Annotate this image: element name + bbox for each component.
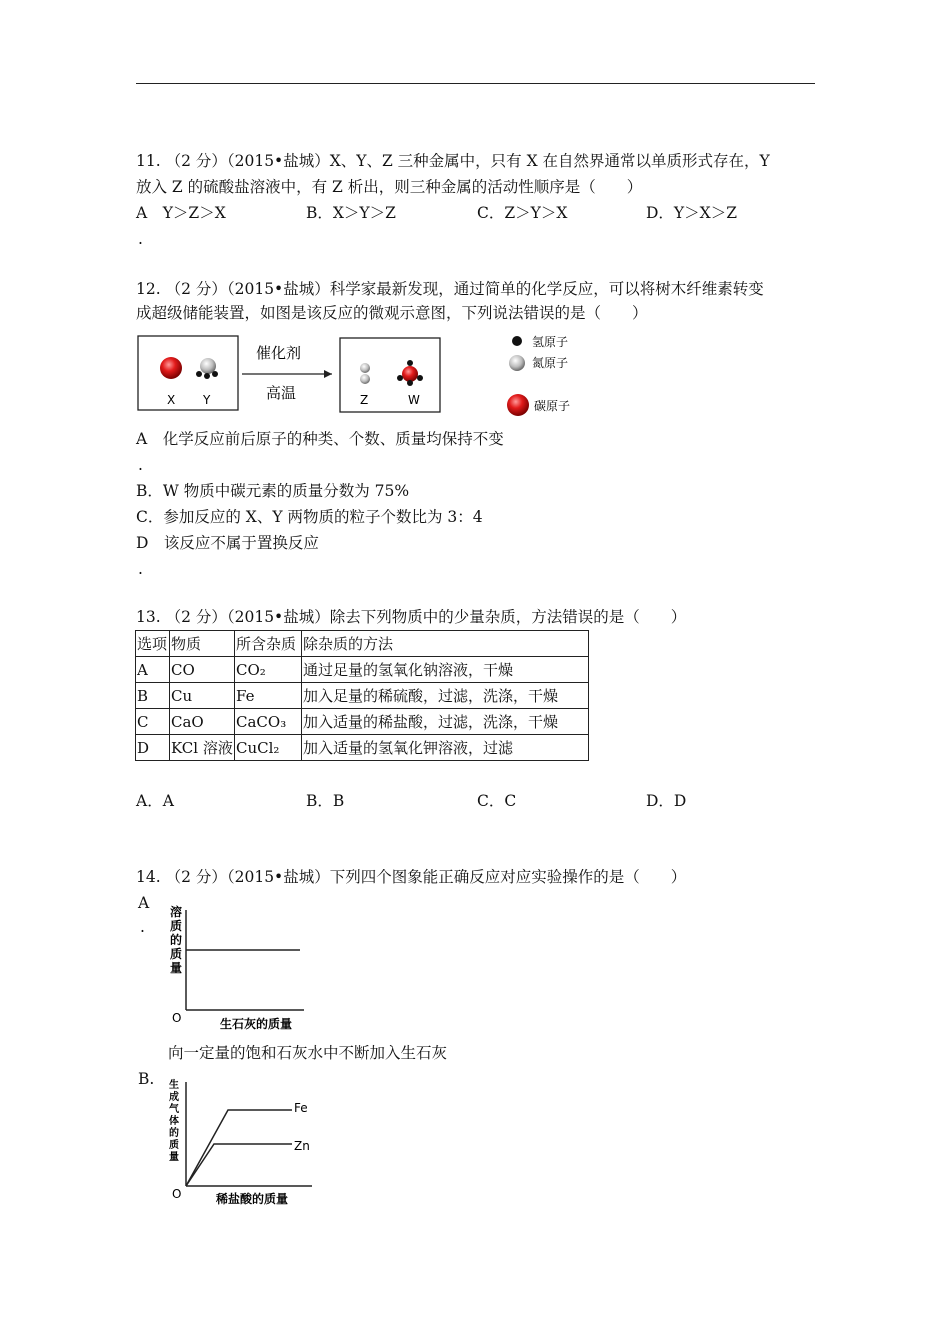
- cell-option: C: [136, 709, 170, 735]
- legend-hydrogen: 氢原子: [532, 335, 569, 349]
- graph-b-ylabel-4: 体: [169, 1116, 179, 1127]
- cell-method: 加入足量的稀硫酸，过滤，洗涤，干燥: [302, 683, 589, 709]
- graph-b-label-fe: Fe: [294, 1101, 308, 1115]
- legend-carbon: 碳原子: [534, 399, 571, 413]
- cell-option: B: [136, 683, 170, 709]
- cell-substance: Cu: [170, 683, 235, 709]
- q12-reaction-diagram: [136, 334, 596, 424]
- graph-b-ylabel-5: 的: [169, 1128, 179, 1139]
- cell-substance: KCl 溶液: [170, 735, 235, 761]
- q12-stem-line2: 成超级储能装置，如图是该反应的微观示意图，下列说法错误的是（ ）: [136, 304, 648, 322]
- label-w: W: [408, 393, 420, 407]
- q12-stem-line1: 12. （2 分）（2015•盐城）科学家最新发现，通过简单的化学反应，可以将树木纤维素转变: [136, 280, 764, 298]
- q11-stem-line1: 11. （2 分）（2015•盐城）X、Y、Z 三种金属中，只有 X 在自然界通常以单质形式存在，Y: [136, 152, 770, 170]
- product-box: [340, 338, 440, 412]
- q14-option-a-text: 向一定量的饱和石灰水中不断加入生石灰: [168, 1044, 448, 1062]
- table-row: [136, 683, 589, 709]
- q14-option-a-label: A: [138, 894, 150, 912]
- graph-b-series-zn: [186, 1144, 292, 1186]
- q12-option-a: A 化学反应前后原子的种类、个数、质量均保持不变: [136, 430, 504, 448]
- cell-method: 通过足量的氢氧化钠溶液，干燥: [302, 657, 589, 683]
- graph-a-origin: O: [172, 1011, 182, 1025]
- header-method: 除杂质的方法: [302, 631, 589, 657]
- graph-b-xlabel: 稀盐酸的质量: [216, 1192, 289, 1206]
- cell-method: 加入适量的氢氧化钾溶液，过滤: [302, 735, 589, 761]
- q12-option-d-dot: .: [138, 560, 143, 578]
- cell-impurity: CO₂: [235, 657, 302, 683]
- ammonia-molecule-y: [196, 358, 218, 379]
- reactant-box: [138, 336, 238, 410]
- q11-dot: .: [138, 230, 143, 248]
- label-x: X: [167, 393, 176, 407]
- q11-stem-line2: 放入 Z 的硫酸盐溶液中，有 Z 析出，则三种金属的活动性顺序是（ ）: [136, 178, 643, 196]
- q13-option-a: A．A: [136, 792, 174, 810]
- catalyst-label: 催化剂: [256, 344, 302, 362]
- graph-b-ylabel-7: 量: [169, 1152, 179, 1163]
- legend-carbon-icon: [507, 394, 529, 416]
- q11-option-d: D．Y＞X＞Z: [646, 204, 737, 222]
- condition-label: 高温: [266, 384, 297, 402]
- legend-hydrogen-icon: [512, 336, 522, 346]
- header-substance: 物质: [170, 631, 235, 657]
- legend-nitrogen: 氮原子: [532, 356, 569, 370]
- q11-option-a: A Y＞Z＞X: [136, 204, 226, 222]
- legend-nitrogen-icon: [509, 355, 525, 371]
- graph-b-ylabel-3: 气: [169, 1104, 179, 1115]
- graph-b-label-zn: Zn: [294, 1139, 310, 1153]
- q14-option-a-dot: .: [140, 918, 145, 936]
- graph-b-ylabel-2: 成: [169, 1092, 179, 1103]
- q13-option-c: C．C: [477, 792, 517, 810]
- table-header-row: [136, 631, 589, 657]
- table-row: [136, 657, 589, 683]
- q11-option-c: C．Z＞Y＞X: [477, 204, 568, 222]
- q12-option-a-dot: .: [138, 456, 143, 474]
- graph-a-ylabel-3: 的: [170, 933, 183, 947]
- table-row: [136, 709, 589, 735]
- graph-a-xlabel: 生石灰的质量: [220, 1017, 293, 1031]
- label-z: Z: [360, 393, 369, 407]
- cell-impurity: CaCO₃: [235, 709, 302, 735]
- q14-option-b-label: B.: [138, 1070, 155, 1088]
- graph-b-series-fe: [186, 1110, 292, 1186]
- carbon-atom-x: [160, 357, 182, 379]
- q13-option-b: B．B: [306, 792, 345, 810]
- header-impurity: 所含杂质: [235, 631, 302, 657]
- graph-b-ylabel-6: 质: [169, 1140, 179, 1151]
- q12-option-c: C．参加反应的 X、Y 两物质的粒子个数比为 3：4: [136, 508, 483, 526]
- table-row: [136, 735, 589, 761]
- graph-a-ylabel-1: 溶: [170, 905, 183, 919]
- cell-option: A: [136, 657, 170, 683]
- q14-graph-a: [164, 902, 314, 1034]
- q13-option-d: D．D: [646, 792, 687, 810]
- q11-option-b: B．X＞Y＞Z: [306, 204, 396, 222]
- cell-option: D: [136, 735, 170, 761]
- graph-a-ylabel-2: 质: [170, 919, 183, 933]
- cell-substance: CO: [170, 657, 235, 683]
- label-y: Y: [203, 393, 211, 407]
- graph-a-ylabel-5: 量: [170, 961, 183, 975]
- graph-a-ylabel-4: 质: [170, 947, 183, 961]
- cell-method: 加入适量的稀盐酸，过滤，洗涤，干燥: [302, 709, 589, 735]
- cell-impurity: Fe: [235, 683, 302, 709]
- header-rule: [136, 83, 815, 84]
- q14-stem: 14. （2 分）（2015•盐城）下列四个图象能正确反应对应实验操作的是（ ）: [136, 868, 687, 886]
- q12-option-d: D 该反应不属于置换反应: [136, 534, 319, 552]
- nitrogen-molecule-z: [360, 363, 370, 384]
- cell-impurity: CuCl₂: [235, 735, 302, 761]
- graph-b-origin: O: [172, 1187, 182, 1201]
- q13-table: [135, 630, 589, 761]
- graph-b-ylabel-1: 生: [169, 1080, 179, 1091]
- header-option: 选项: [136, 631, 170, 657]
- methane-molecule-w: [397, 360, 423, 386]
- q12-option-b: B．W 物质中碳元素的质量分数为 75%: [136, 482, 410, 500]
- q14-graph-b: [164, 1076, 324, 1208]
- cell-substance: CaO: [170, 709, 235, 735]
- q13-stem: 13. （2 分）（2015•盐城）除去下列物质中的少量杂质，方法错误的是（ ）: [136, 608, 687, 626]
